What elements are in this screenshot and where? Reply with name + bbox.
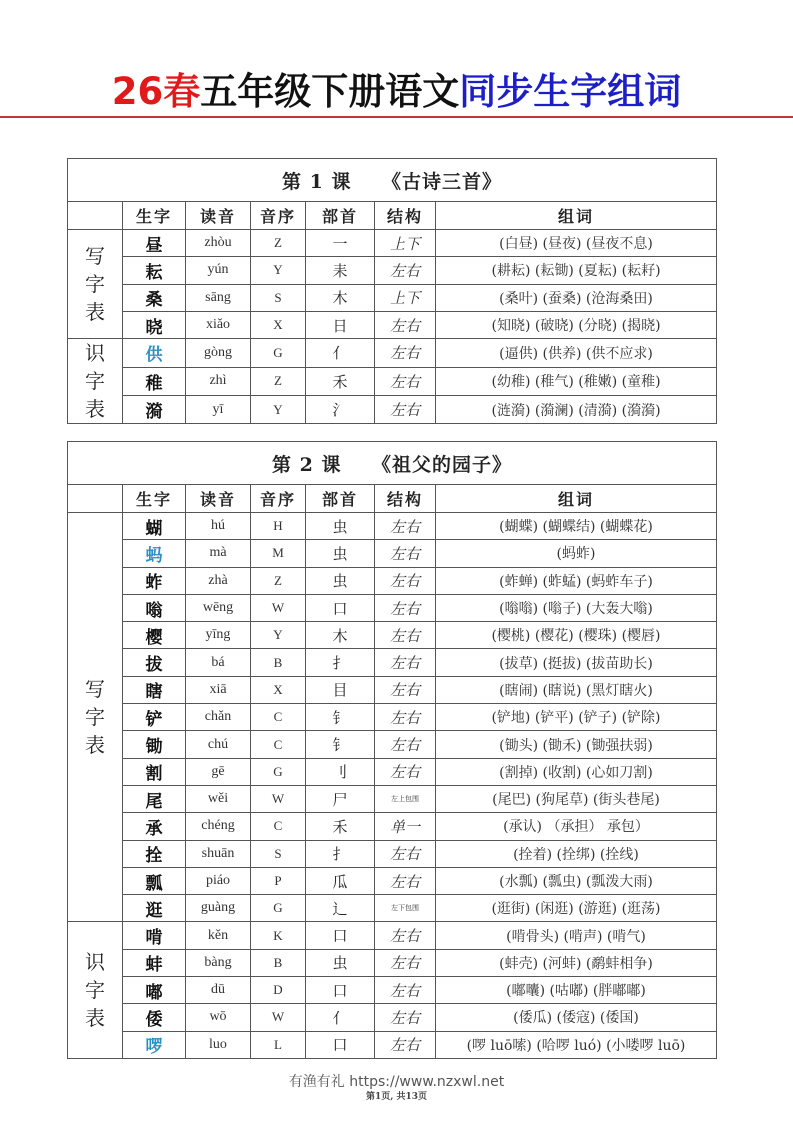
cell-radical: 虫	[306, 513, 375, 540]
cell-word-groups: (知晓) (破晓) (分晓) (揭晓)	[436, 311, 717, 338]
cell-initial-letter: Y	[251, 257, 306, 284]
column-header-pinyin: 读音	[186, 485, 251, 513]
cell-pinyin: wēng	[186, 594, 251, 621]
lesson-heading-row	[68, 159, 717, 202]
cell-structure: 左右	[375, 367, 436, 395]
cell-word-groups: (桑叶) (蚕桑) (沧海桑田)	[436, 284, 717, 311]
lesson-1-table	[67, 158, 717, 424]
cell-new-char: 漪	[123, 395, 186, 423]
title-divider	[0, 116, 793, 118]
section-label-char: 表	[85, 300, 105, 325]
cell-pinyin: sāng	[186, 284, 251, 311]
cell-radical: 扌	[306, 649, 375, 676]
cell-word-groups: (拔草) (挺拔) (拔苗助长)	[436, 649, 717, 676]
cell-pinyin: yún	[186, 257, 251, 284]
cell-word-groups: (涟漪) (漪澜) (清漪) (漪漪)	[436, 395, 717, 423]
cell-word-groups: (蚱蝉) (蚱蜢) (蚂蚱车子)	[436, 567, 717, 594]
cell-pinyin: wō	[186, 1004, 251, 1031]
cell-pinyin: zhà	[186, 567, 251, 594]
cell-initial-letter: B	[251, 649, 306, 676]
lesson-heading-row	[68, 442, 717, 485]
column-header-new-char: 生字	[123, 202, 186, 230]
cell-pinyin: shuān	[186, 840, 251, 867]
cell-word-groups: (割掉) (收割) (心如刀割)	[436, 758, 717, 785]
cell-pinyin: zhì	[186, 367, 251, 395]
cell-initial-letter: D	[251, 977, 306, 1004]
cell-new-char: 拔	[123, 649, 186, 676]
cell-new-char: 倭	[123, 1004, 186, 1031]
cell-initial-letter: W	[251, 1004, 306, 1031]
cell-new-char: 蝴	[123, 513, 186, 540]
cell-structure: 上下	[375, 230, 436, 257]
title-subject: 同步生字组词	[459, 70, 682, 113]
cell-initial-letter: S	[251, 840, 306, 867]
cell-pinyin: xiǎo	[186, 311, 251, 338]
cell-initial-letter: G	[251, 758, 306, 785]
table-row	[68, 676, 717, 703]
table-row	[68, 257, 717, 284]
cell-radical: 禾	[306, 813, 375, 840]
cell-radical: 禾	[306, 367, 375, 395]
column-header-structure: 结构	[375, 202, 436, 230]
cell-pinyin: luo	[186, 1031, 251, 1058]
table-row	[68, 540, 717, 567]
cell-pinyin: guàng	[186, 895, 251, 922]
cell-new-char: 稚	[123, 367, 186, 395]
cell-radical: 虫	[306, 567, 375, 594]
table-row	[68, 704, 717, 731]
column-header-radical: 部首	[306, 202, 375, 230]
cell-initial-letter: H	[251, 513, 306, 540]
column-header-initial-letter: 音序	[251, 485, 306, 513]
column-header-initial-letter: 音序	[251, 202, 306, 230]
cell-new-char: 供	[123, 339, 186, 367]
table-row	[68, 840, 717, 867]
cell-pinyin: bá	[186, 649, 251, 676]
cell-new-char: 啃	[123, 922, 186, 949]
cell-radical: 氵	[306, 395, 375, 423]
watermark-text: 有渔有礼 https://www.nzxwl.net	[288, 1074, 505, 1090]
cell-new-char: 尾	[123, 785, 186, 812]
cell-word-groups: (嘟囔) (咕嘟) (胖嘟嘟)	[436, 977, 717, 1004]
cell-radical: 耒	[306, 257, 375, 284]
blank-header	[68, 202, 123, 230]
cell-initial-letter: G	[251, 895, 306, 922]
cell-radical: 口	[306, 1031, 375, 1058]
cell-word-groups: (啰 luō嗦) (哈啰 luó) (小喽啰 luō)	[436, 1031, 717, 1058]
cell-radical: 钅	[306, 704, 375, 731]
cell-structure: 左右	[375, 758, 436, 785]
section-label-char: 写	[85, 677, 105, 702]
table-row	[68, 813, 717, 840]
section-label-char: 字	[85, 705, 105, 730]
cell-new-char: 蚱	[123, 567, 186, 594]
cell-pinyin: mà	[186, 540, 251, 567]
cell-word-groups: (瞎闹) (瞎说) (黑灯瞎火)	[436, 676, 717, 703]
cell-structure: 左上包围	[375, 785, 436, 812]
column-header-word-groups: 组词	[436, 202, 717, 230]
section-label-char: 字	[85, 978, 105, 1003]
cell-pinyin: xiā	[186, 676, 251, 703]
cell-structure: 左右	[375, 704, 436, 731]
section-label-char: 字	[85, 272, 105, 297]
cell-radical: 亻	[306, 1004, 375, 1031]
cell-structure: 左右	[375, 649, 436, 676]
section-label-char: 写	[85, 244, 105, 269]
cell-initial-letter: Y	[251, 395, 306, 423]
cell-word-groups: (铲地) (铲平) (铲子) (铲除)	[436, 704, 717, 731]
cell-pinyin: hú	[186, 513, 251, 540]
cell-radical: 口	[306, 977, 375, 1004]
title-year: 26春	[111, 70, 201, 113]
cell-new-char: 瓢	[123, 867, 186, 894]
cell-structure: 左下包围	[375, 895, 436, 922]
cell-new-char: 耘	[123, 257, 186, 284]
table-row	[68, 758, 717, 785]
column-header-row	[68, 485, 717, 513]
table-row	[68, 284, 717, 311]
cell-initial-letter: C	[251, 813, 306, 840]
cell-initial-letter: S	[251, 284, 306, 311]
cell-initial-letter: B	[251, 949, 306, 976]
table-row	[68, 513, 717, 540]
cell-initial-letter: C	[251, 704, 306, 731]
cell-new-char: 樱	[123, 622, 186, 649]
lesson-2-table	[67, 441, 717, 1059]
cell-radical: 钅	[306, 731, 375, 758]
section-label-char: 表	[85, 1006, 105, 1031]
column-header-structure: 结构	[375, 485, 436, 513]
column-header-word-groups: 组词	[436, 485, 717, 513]
cell-radical: 瓜	[306, 867, 375, 894]
cell-new-char: 嘟	[123, 977, 186, 1004]
cell-pinyin: gē	[186, 758, 251, 785]
cell-structure: 单一	[375, 813, 436, 840]
cell-word-groups: (承认) （承担） 承包）	[436, 813, 717, 840]
column-header-pinyin: 读音	[186, 202, 251, 230]
cell-new-char: 昼	[123, 230, 186, 257]
section-label-char: 表	[85, 397, 105, 422]
cell-word-groups: (倭瓜) (倭寇) (倭国)	[436, 1004, 717, 1031]
cell-pinyin: kěn	[186, 922, 251, 949]
cell-radical: 扌	[306, 840, 375, 867]
cell-structure: 左右	[375, 567, 436, 594]
cell-radical: 尸	[306, 785, 375, 812]
page-title	[0, 70, 793, 114]
cell-radical: 虫	[306, 949, 375, 976]
table-row	[68, 949, 717, 976]
cell-structure: 左右	[375, 949, 436, 976]
cell-radical: 虫	[306, 540, 375, 567]
cell-word-groups: (耕耘) (耘锄) (夏耘) (耘耔)	[436, 257, 717, 284]
section-label	[68, 339, 123, 424]
table-row	[68, 922, 717, 949]
table-row	[68, 1004, 717, 1031]
table-row	[68, 622, 717, 649]
column-header-radical: 部首	[306, 485, 375, 513]
cell-new-char: 瞎	[123, 676, 186, 703]
cell-word-groups: (逛街) (闲逛) (游逛) (逛荡)	[436, 895, 717, 922]
cell-structure: 左右	[375, 311, 436, 338]
cell-pinyin: gòng	[186, 339, 251, 367]
cell-initial-letter: G	[251, 339, 306, 367]
cell-initial-letter: W	[251, 594, 306, 621]
cell-pinyin: piáo	[186, 867, 251, 894]
cell-initial-letter: Z	[251, 567, 306, 594]
cell-structure: 左右	[375, 676, 436, 703]
cell-structure: 左右	[375, 977, 436, 1004]
cell-initial-letter: X	[251, 676, 306, 703]
cell-word-groups: (嗡嗡) (嗡子) (大轰大嗡)	[436, 594, 717, 621]
cell-structure: 左右	[375, 922, 436, 949]
table-row	[68, 649, 717, 676]
section-label	[68, 230, 123, 339]
table-row	[68, 339, 717, 367]
cell-new-char: 蚌	[123, 949, 186, 976]
cell-word-groups: (白昼) (昼夜) (昼夜不息)	[436, 230, 717, 257]
cell-new-char: 晓	[123, 311, 186, 338]
cell-word-groups: (锄头) (锄禾) (锄强扶弱)	[436, 731, 717, 758]
cell-radical: 木	[306, 284, 375, 311]
page-number: 第1页, 共13页	[365, 1092, 428, 1102]
cell-initial-letter: L	[251, 1031, 306, 1058]
cell-pinyin: chú	[186, 731, 251, 758]
blank-header	[68, 485, 123, 513]
cell-new-char: 啰	[123, 1031, 186, 1058]
table-row	[68, 867, 717, 894]
cell-word-groups: (拴着) (拴绑) (拴线)	[436, 840, 717, 867]
cell-word-groups: (幼稚) (稚气) (稚嫩) (童稚)	[436, 367, 717, 395]
cell-pinyin: chéng	[186, 813, 251, 840]
lesson-heading: 第 2 课 《祖父的园子》	[68, 442, 717, 485]
cell-radical: 一	[306, 230, 375, 257]
cell-structure: 左右	[375, 540, 436, 567]
cell-structure: 左右	[375, 1004, 436, 1031]
table-row	[68, 895, 717, 922]
cell-structure: 左右	[375, 594, 436, 621]
cell-structure: 左右	[375, 731, 436, 758]
section-label-char: 表	[85, 733, 105, 758]
section-label	[68, 513, 123, 922]
cell-structure: 左右	[375, 339, 436, 367]
cell-radical: 口	[306, 922, 375, 949]
column-header-new-char: 生字	[123, 485, 186, 513]
cell-initial-letter: W	[251, 785, 306, 812]
table-row	[68, 977, 717, 1004]
table-row	[68, 311, 717, 338]
cell-new-char: 锄	[123, 731, 186, 758]
table-row	[68, 731, 717, 758]
cell-word-groups: (尾巴) (狗尾草) (街头巷尾)	[436, 785, 717, 812]
cell-pinyin: yī	[186, 395, 251, 423]
cell-initial-letter: Y	[251, 622, 306, 649]
cell-radical: 刂	[306, 758, 375, 785]
cell-initial-letter: X	[251, 311, 306, 338]
cell-new-char: 蚂	[123, 540, 186, 567]
cell-word-groups: (蚂蚱)	[436, 540, 717, 567]
cell-pinyin: wěi	[186, 785, 251, 812]
table-row	[68, 594, 717, 621]
cell-radical: 口	[306, 594, 375, 621]
cell-initial-letter: M	[251, 540, 306, 567]
section-label-char: 识	[85, 950, 105, 975]
cell-radical: 目	[306, 676, 375, 703]
cell-pinyin: bàng	[186, 949, 251, 976]
cell-new-char: 割	[123, 758, 186, 785]
lesson-heading: 第 1 课 《古诗三首》	[68, 159, 717, 202]
table-row	[68, 395, 717, 423]
cell-structure: 上下	[375, 284, 436, 311]
cell-pinyin: yīng	[186, 622, 251, 649]
cell-new-char: 嗡	[123, 594, 186, 621]
table-row	[68, 1031, 717, 1058]
cell-structure: 左右	[375, 395, 436, 423]
table-row	[68, 367, 717, 395]
cell-new-char: 承	[123, 813, 186, 840]
cell-radical: 日	[306, 311, 375, 338]
cell-word-groups: (啃骨头) (啃声) (啃气)	[436, 922, 717, 949]
section-label	[68, 922, 123, 1058]
cell-radical: 辶	[306, 895, 375, 922]
title-grade: 五年级下册语文	[200, 70, 460, 113]
cell-new-char: 桑	[123, 284, 186, 311]
section-label-char: 识	[85, 341, 105, 366]
cell-structure: 左右	[375, 622, 436, 649]
cell-radical: 木	[306, 622, 375, 649]
cell-new-char: 逛	[123, 895, 186, 922]
cell-word-groups: (水瓢) (瓢虫) (瓢泼大雨)	[436, 867, 717, 894]
cell-structure: 左右	[375, 867, 436, 894]
cell-initial-letter: P	[251, 867, 306, 894]
cell-new-char: 铲	[123, 704, 186, 731]
cell-radical: 亻	[306, 339, 375, 367]
cell-word-groups: (樱桃) (樱花) (樱珠) (樱唇)	[436, 622, 717, 649]
column-header-row	[68, 202, 717, 230]
cell-structure: 左右	[375, 513, 436, 540]
cell-initial-letter: K	[251, 922, 306, 949]
cell-pinyin: dū	[186, 977, 251, 1004]
cell-structure: 左右	[375, 840, 436, 867]
section-label-char: 字	[85, 369, 105, 394]
cell-pinyin: zhòu	[186, 230, 251, 257]
cell-pinyin: chǎn	[186, 704, 251, 731]
cell-new-char: 拴	[123, 840, 186, 867]
cell-word-groups: (逼供) (供养) (供不应求)	[436, 339, 717, 367]
table-row	[68, 567, 717, 594]
cell-word-groups: (蚌壳) (河蚌) (鹬蚌相争)	[436, 949, 717, 976]
cell-structure: 左右	[375, 1031, 436, 1058]
table-row	[68, 230, 717, 257]
cell-initial-letter: C	[251, 731, 306, 758]
cell-word-groups: (蝴蝶) (蝴蝶结) (蝴蝶花)	[436, 513, 717, 540]
cell-structure: 左右	[375, 257, 436, 284]
table-row	[68, 785, 717, 812]
cell-initial-letter: Z	[251, 367, 306, 395]
cell-initial-letter: Z	[251, 230, 306, 257]
